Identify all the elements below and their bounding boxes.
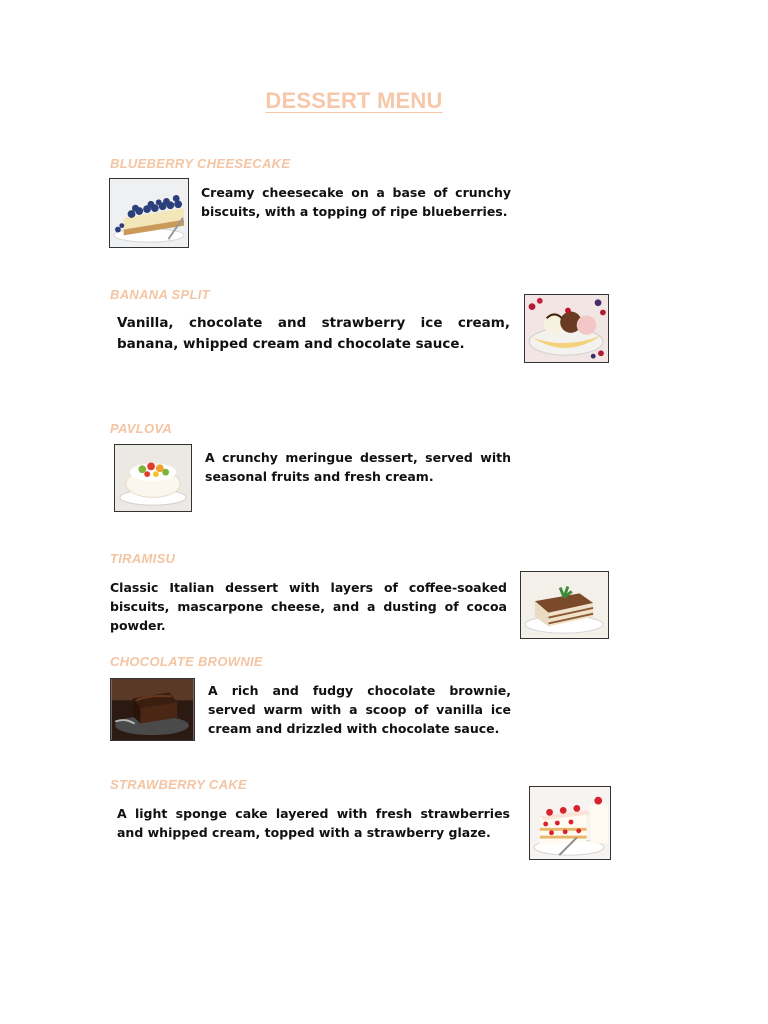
item-heading-strawberry-cake: STRAWBERRY CAKE xyxy=(110,777,247,792)
chocolate-brownie-image xyxy=(110,678,195,741)
banana-split-icon xyxy=(525,295,608,362)
item-heading-pavlova: PAVLOVA xyxy=(110,421,173,436)
item-heading-blueberry-cheesecake: BLUEBERRY CHEESECAKE xyxy=(110,156,291,171)
pavlova-image xyxy=(114,444,192,512)
tiramisu-image xyxy=(520,571,609,639)
blueberry-cheesecake-icon xyxy=(110,179,188,247)
item-heading-chocolate-brownie: CHOCOLATE BROWNIE xyxy=(110,654,263,669)
item-heading-tiramisu: TIRAMISU xyxy=(110,551,176,566)
page-title: DESSERT MENU xyxy=(265,88,443,113)
pavlova-icon xyxy=(115,445,191,511)
blueberry-cheesecake-image xyxy=(109,178,189,248)
item-description-strawberry-cake: A light sponge cake layered with fresh strawberries and whipped cream, topped with a strawberry glaze. xyxy=(117,806,510,840)
banana-split-image xyxy=(524,294,609,363)
strawberry-cake-icon xyxy=(530,787,610,859)
item-description-banana-split: Vanilla, chocolate and strawberry ice cream, banana, whipped cream and chocolate sauce. xyxy=(117,315,510,352)
strawberry-cake-image xyxy=(529,786,611,860)
item-description-tiramisu: Classic Italian dessert with layers of coffee-soaked biscuits, mascarpone cheese, and a dusting of cocoa powder. xyxy=(110,580,507,633)
item-description-chocolate-brownie: A rich and fudgy chocolate brownie, served warm with a scoop of vanilla ice cream and drizzled with chocolate sauce. xyxy=(208,683,511,736)
item-description-blueberry-cheesecake: Creamy cheesecake on a base of crunchy biscuits, with a topping of ripe blueberries. xyxy=(201,185,511,219)
chocolate-brownie-icon xyxy=(111,679,194,740)
item-heading-banana-split: BANANA SPLIT xyxy=(110,287,210,302)
tiramisu-icon xyxy=(521,572,608,638)
item-description-pavlova: A crunchy meringue dessert, served with seasonal fruits and fresh cream. xyxy=(205,450,511,484)
